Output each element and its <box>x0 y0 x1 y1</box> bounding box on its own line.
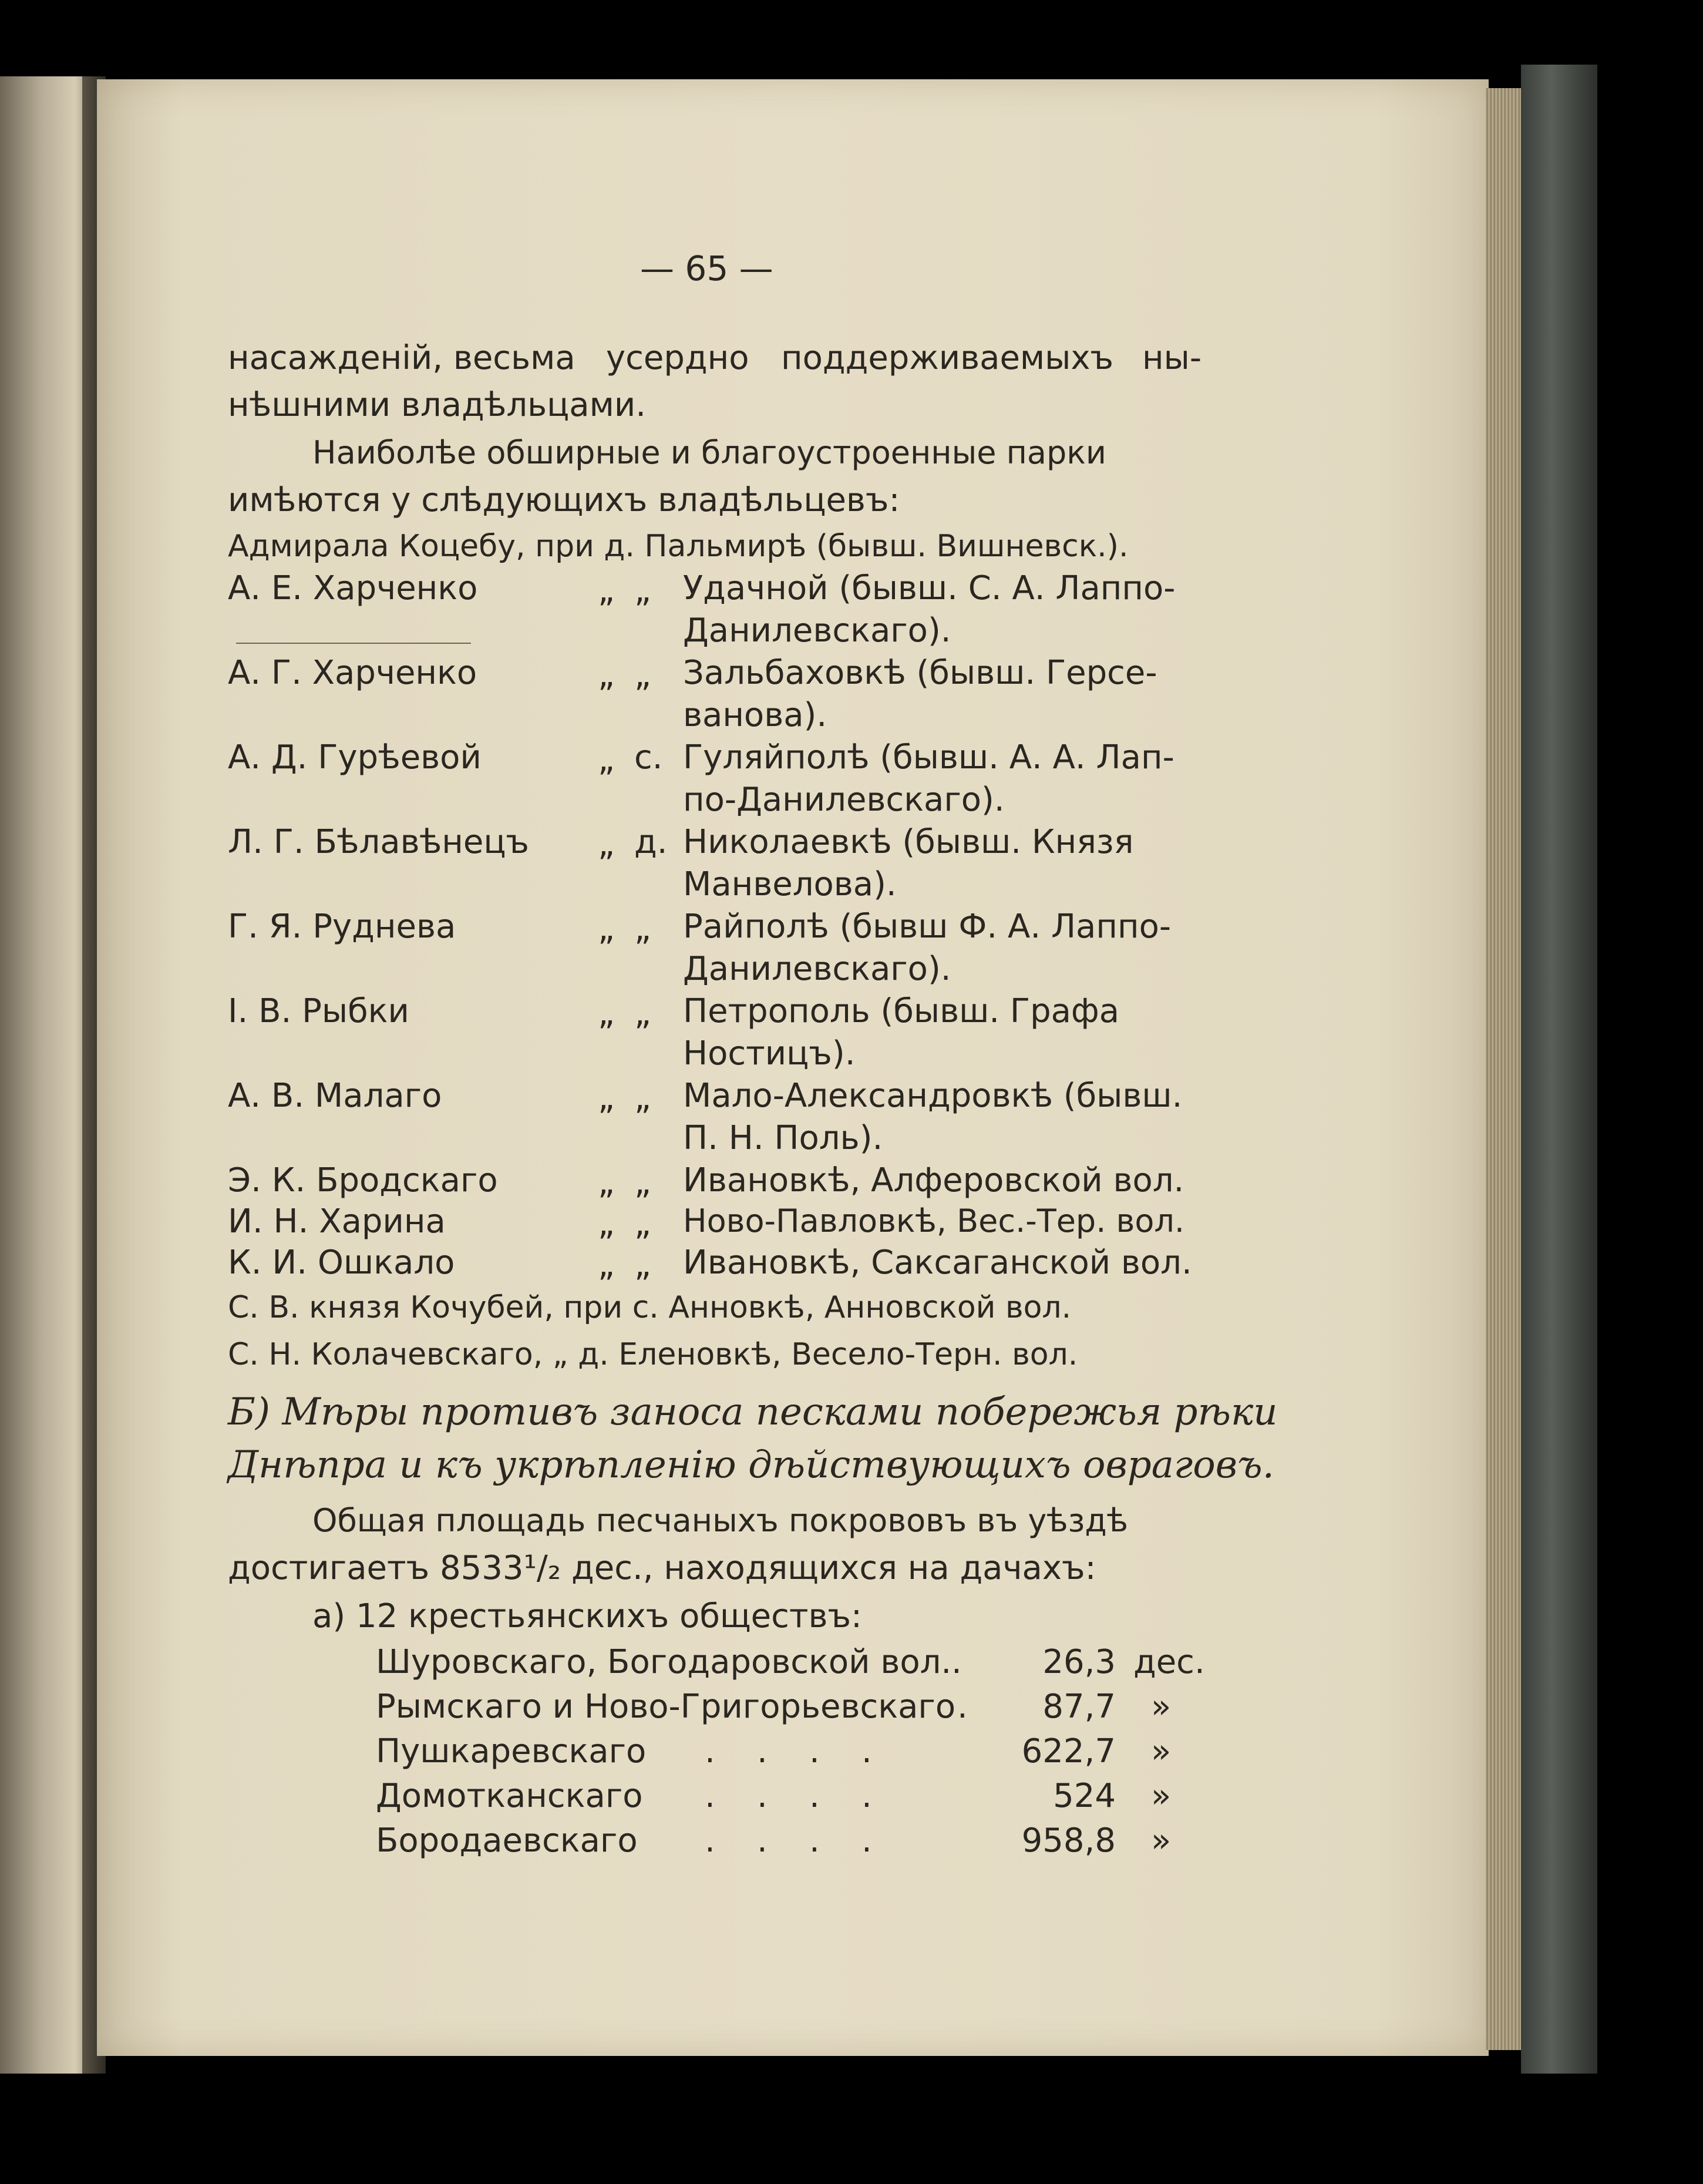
area-unit: » <box>1151 1777 1172 1815</box>
place-type: д. <box>634 823 668 861</box>
intro-line-3: Наиболѣе обширные и благоустроенные парки <box>312 434 1107 471</box>
society-name: Шуровскаго, Богодаровской вол. <box>376 1643 952 1681</box>
area-unit: » <box>1151 1732 1172 1770</box>
place-line: Гуляйполѣ (бывш. А. А. Лап- <box>683 738 1174 777</box>
place-type: „ <box>634 1205 652 1243</box>
page-number: — 65 — <box>640 248 773 288</box>
intro-line-1d: ны- <box>1142 339 1202 377</box>
owner-name: А. Д. Гурѣевой <box>228 738 482 777</box>
owner-name: А. Е. Харченко <box>228 569 478 607</box>
place-type: „ <box>634 572 652 610</box>
place-type: с. <box>634 738 663 777</box>
owner-line-kolachevsky: С. Н. Колачевскаго, „ д. Еленовкѣ, Весело-Терн. вол. <box>228 1337 1078 1372</box>
area-unit: дес. <box>1133 1643 1205 1681</box>
area-unit: » <box>1151 1822 1172 1860</box>
place-line: П. Н. Поль). <box>683 1119 883 1157</box>
list-heading: а) 12 крестьянскихъ обществъ: <box>312 1597 862 1635</box>
leader-dots: . <box>957 1688 968 1726</box>
place-line: ванова). <box>683 696 827 734</box>
area-unit: » <box>1151 1688 1172 1726</box>
owner-name: Г. Я. Руднева <box>228 908 456 946</box>
owner-name: Л. Г. Бѣлавѣнецъ <box>228 823 529 861</box>
place-line: Ностицъ). <box>683 1034 856 1073</box>
intro-line-1a: насажденій, весьма <box>228 339 575 377</box>
place-line: Манвелова). <box>683 865 897 903</box>
owner-name: А. В. Малаго <box>228 1077 442 1115</box>
place-line: Ивановкѣ, Алферовской вол. <box>683 1161 1184 1199</box>
place-type: „ <box>634 656 652 694</box>
society-name: Рымскаго и Ново-Григорьевскаго <box>376 1688 956 1726</box>
ditto-mark: „ <box>598 1079 615 1117</box>
place-line: Удачной (бывш. С. А. Лаппо- <box>683 569 1176 607</box>
left-page-edge <box>0 76 94 2074</box>
intro-line-2: нѣшними владѣльцами. <box>228 386 647 424</box>
ditto-mark: „ <box>598 994 615 1033</box>
leader-dots: . . . . <box>705 1777 872 1815</box>
intro-line-1c: поддерживаемыхъ <box>781 339 1114 377</box>
society-name: Бородаевскаго <box>376 1822 638 1860</box>
society-name: Домотканскаго <box>376 1777 643 1815</box>
place-line: Николаевкѣ (бывш. Князя <box>683 823 1134 861</box>
owner-name: К. И. Ошкало <box>228 1244 455 1282</box>
ditto-mark: „ <box>598 656 615 694</box>
society-name: Пушкаревскаго <box>376 1732 647 1770</box>
ditto-mark: „ <box>598 741 615 779</box>
section-heading-line-2: Днѣпра и къ укрѣпленію дѣйствующихъ овраговъ. <box>228 1443 1274 1487</box>
society-area: 524 <box>1053 1777 1116 1815</box>
society-area: 26,3 <box>1042 1643 1116 1681</box>
society-area: 958,8 <box>1021 1822 1116 1860</box>
ditto-mark: „ <box>598 1164 615 1202</box>
ditto-mark: „ <box>598 1246 615 1284</box>
ditto-mark: „ <box>598 1205 615 1243</box>
ditto-mark: „ <box>598 572 615 610</box>
place-line: Петрополь (бывш. Графа <box>683 992 1120 1030</box>
intro-line-4: имѣются у слѣдующихъ владѣльцевъ: <box>228 481 900 519</box>
place-type: „ <box>634 1164 652 1202</box>
place-line: Ново-Павловкѣ, Вес.-Тер. вол. <box>683 1202 1185 1239</box>
place-line: Райполѣ (бывш Ф. А. Лаппо- <box>683 908 1172 946</box>
society-area: 622,7 <box>1021 1732 1116 1770</box>
ditto-mark: „ <box>598 910 615 948</box>
owner-name: Э. К. Бродскаго <box>228 1161 498 1199</box>
leader-dots: . . . . <box>705 1822 872 1860</box>
owner-name: А. Г. Харченко <box>228 654 477 692</box>
owner-line-kochubey: С. В. князя Кочубей, при с. Анновкѣ, Анновской вол. <box>228 1290 1072 1325</box>
section-heading-line-1: Б) Мѣры противъ заноса песками побережья рѣки <box>228 1390 1278 1434</box>
place-line: Данилевскаго). <box>683 611 951 650</box>
paragraph-line-2: достигаетъ 8533¹/₂ дес., находящихся на дачахъ: <box>228 1549 1096 1587</box>
place-type: „ <box>634 994 652 1033</box>
book-cover <box>1521 65 1597 2074</box>
leader-dots: . . . . <box>705 1732 872 1770</box>
place-type: „ <box>634 910 652 948</box>
paragraph-line-1: Общая площадь песчаныхъ покрововъ въ уѣздѣ <box>312 1502 1128 1539</box>
place-line: Зальбаховкѣ (бывш. Герсе- <box>683 654 1157 692</box>
place-line: Данилевскаго). <box>683 950 951 988</box>
ditto-mark: „ <box>598 825 615 863</box>
place-line: по-Данилевскаго). <box>683 781 1005 819</box>
owner-line-kotsebu: Адмирала Коцебу, при д. Пальмирѣ (бывш. Вишневск.). <box>228 529 1129 564</box>
place-type: „ <box>634 1246 652 1284</box>
intro-line-1b: усердно <box>606 339 749 377</box>
rule-line <box>236 643 471 644</box>
society-area: 87,7 <box>1042 1688 1116 1726</box>
leader-dots: . <box>951 1643 962 1681</box>
place-type: „ <box>634 1079 652 1117</box>
owner-name: I. В. Рыбки <box>228 992 409 1030</box>
owner-name: И. Н. Харина <box>228 1202 446 1241</box>
place-line: Ивановкѣ, Саксаганской вол. <box>683 1244 1192 1282</box>
place-line: Мало-Александровкѣ (бывш. <box>683 1077 1183 1115</box>
